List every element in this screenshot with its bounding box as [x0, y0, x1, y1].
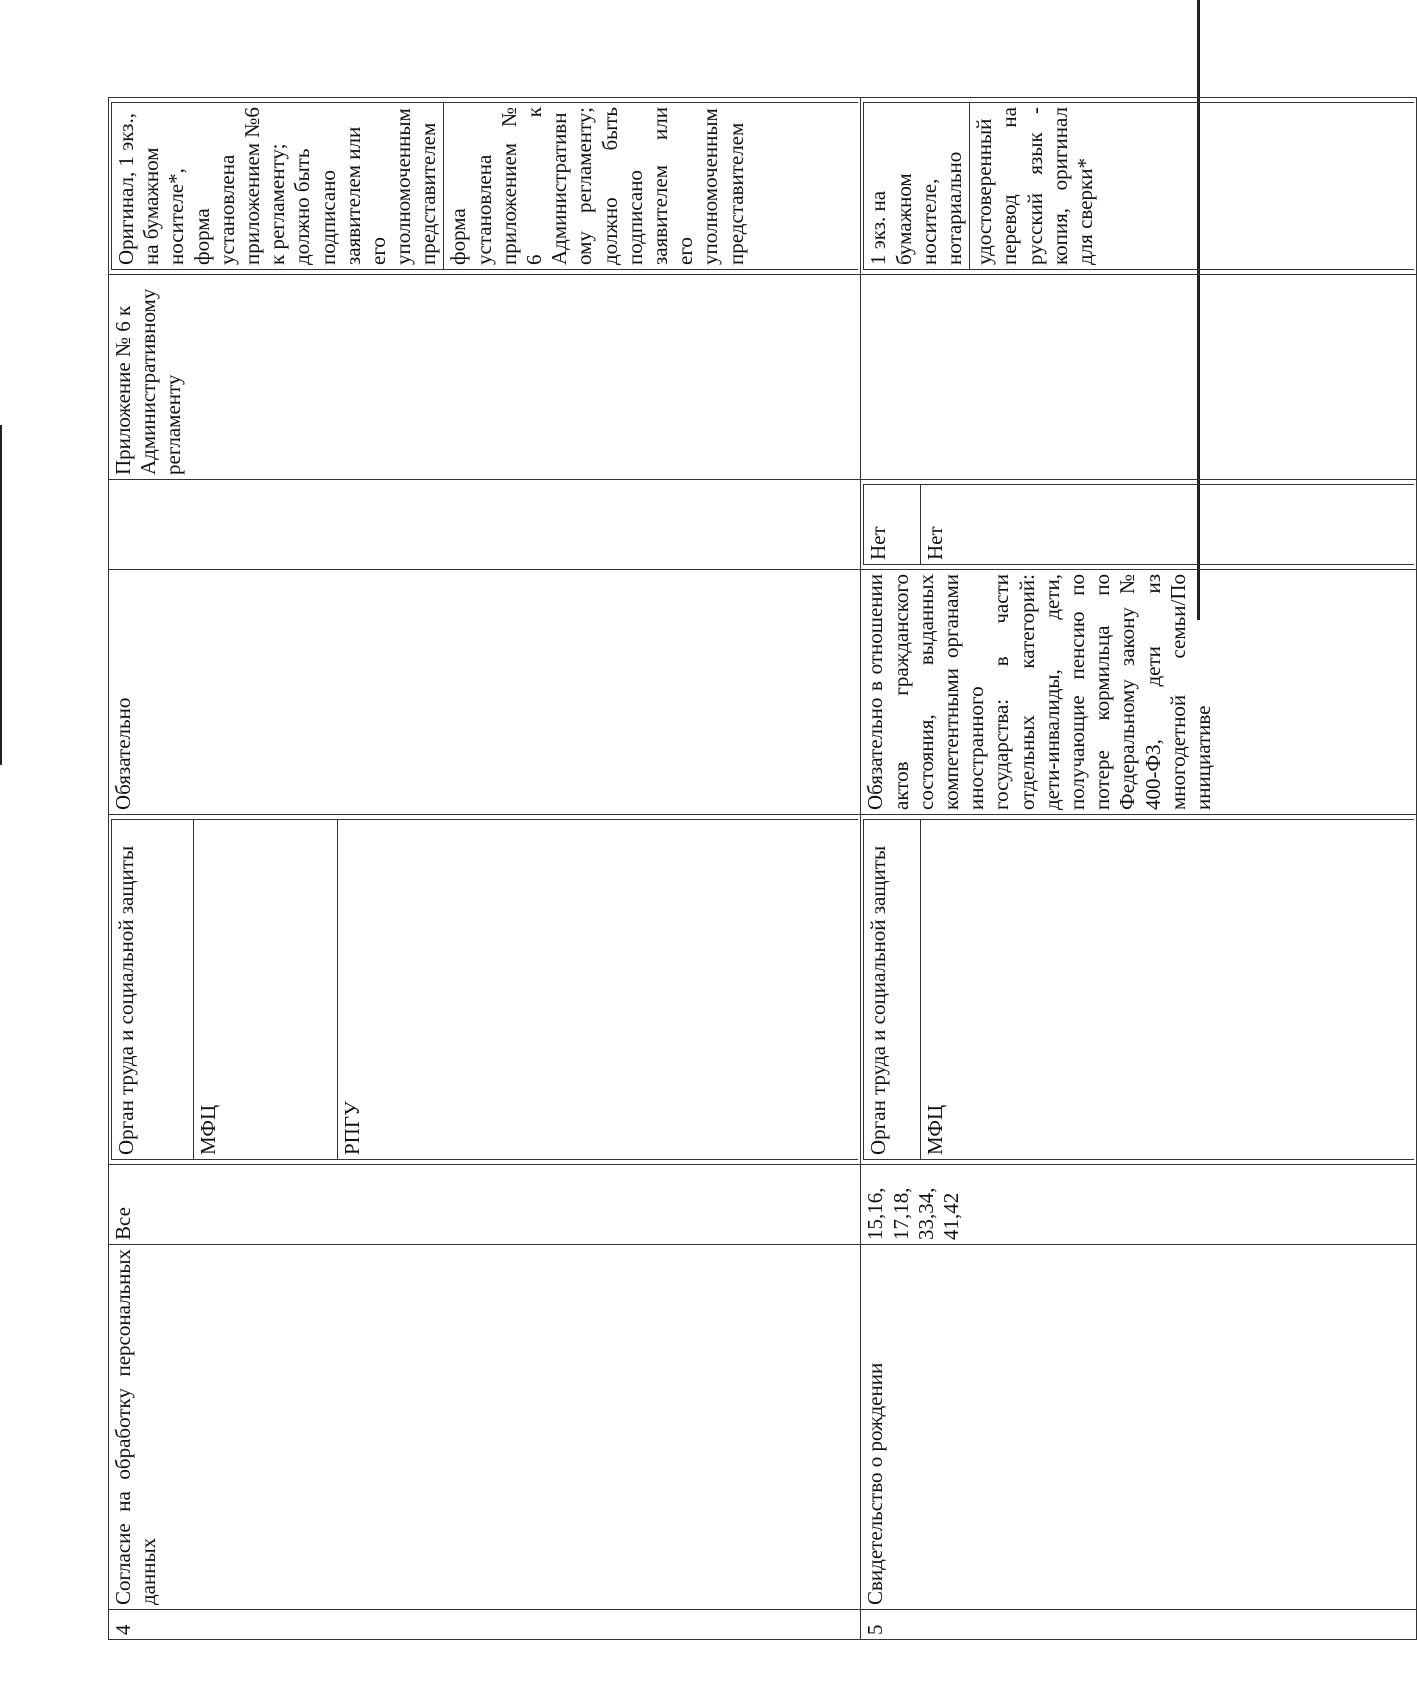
form-cell: Приложение № 6 к Административному регламенту — [109, 275, 861, 480]
row-number: 4 — [109, 1610, 861, 1640]
document-name: Согласие на обработку персональных данных — [109, 1245, 861, 1610]
requirement-item: Оригинал, 1 экз., на бумажном носителе*, форма установлена приложением №6 к регламенту; должно быть подписано заявителем или его уполномоченным представителем — [112, 103, 444, 270]
documents-table — [108, 97, 1417, 1640]
organ-item: МФЦ — [193, 820, 337, 1160]
available-item: Нет — [921, 485, 1415, 565]
service-codes: 15,16, 17,18, 33,34, 41,42 — [861, 1165, 1417, 1245]
organ-item: Орган труда и социальной защиты — [864, 820, 921, 1160]
requirement-item: 1 экз. на бумажном носителе, нотариально — [864, 103, 970, 270]
organ-item: РПГУ — [338, 820, 859, 1160]
table-row — [861, 98, 1417, 1640]
organs-cell — [861, 815, 1417, 1165]
form-cell — [861, 275, 1417, 480]
requirement-item: удостоверенный перевод на русский язык - копия, оригинал для сверки* — [970, 103, 1415, 270]
service-codes: Все — [109, 1165, 861, 1245]
organ-item: МФЦ — [921, 820, 1415, 1160]
requirement-item: форма установлена приложением № 6 к Административному регламенту; должно быть подписано заявителем или его уполномоченным представителем — [444, 103, 859, 270]
available-cell — [109, 480, 861, 570]
organs-cell — [109, 815, 861, 1165]
organ-item: Орган труда и социальной защиты — [112, 820, 194, 1160]
requirements-cell — [109, 98, 861, 275]
mandatory-cell: Обязательно в отношении актов гражданского состояния, выданных компетентными органами иностранного государства: в части отдельных категорий: дети-инвалиды, дети, получающие пенсию по потере кормильца по Федеральному закону № 400-ФЗ, дети из многодетной семьи/По инициативе — [861, 570, 1417, 815]
row-number: 5 — [861, 1610, 1417, 1640]
document-name: Свидетельство о рождении — [861, 1245, 1417, 1610]
requirements-cell — [861, 98, 1417, 275]
available-cell — [861, 480, 1417, 570]
available-item: Нет — [864, 485, 921, 565]
table-row — [109, 98, 861, 1640]
mandatory-cell: Обязательно — [109, 570, 861, 815]
